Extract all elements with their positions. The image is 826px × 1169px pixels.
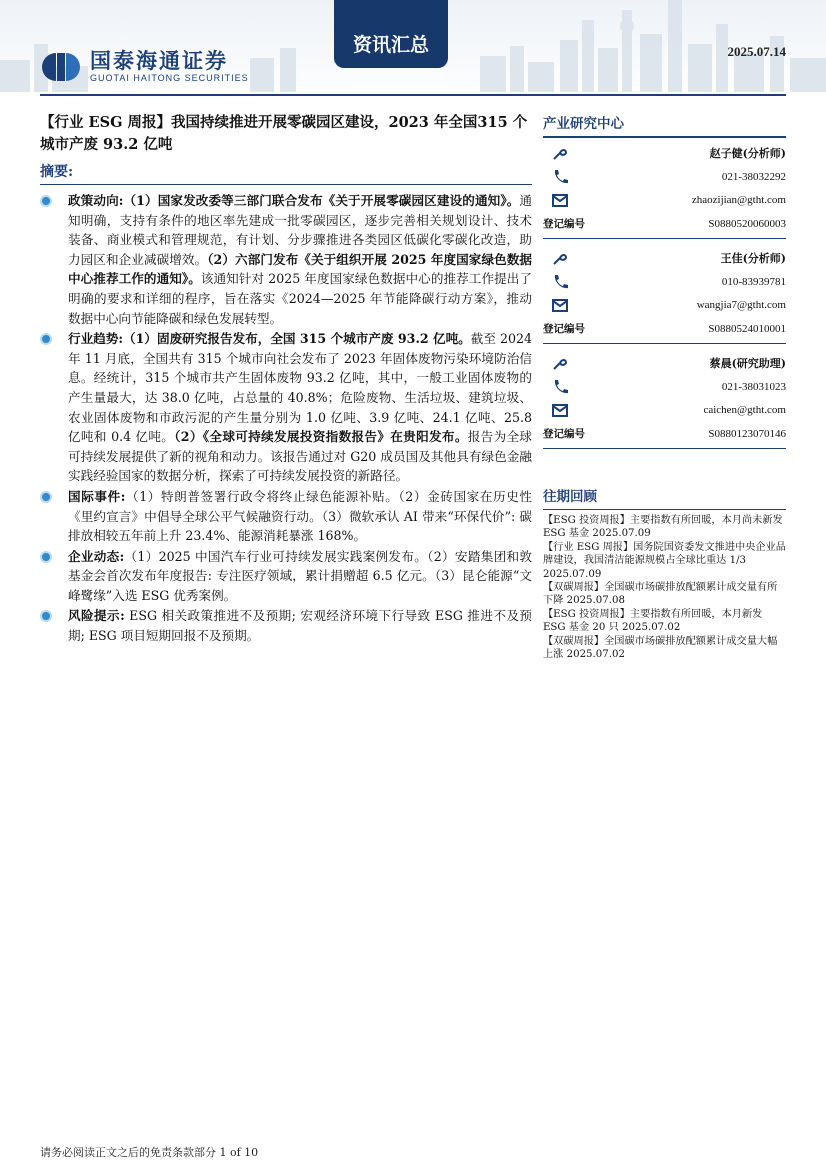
paragraph-heading: 行业趋势:（1）固废研究报告发布，全国 315 个城市产废 93.2 亿吨。 xyxy=(68,331,471,347)
sidebar xyxy=(543,112,786,661)
sidebar-divider xyxy=(543,509,786,511)
abstract-label: 摘要: xyxy=(40,164,74,180)
research-center-title: 产业研究中心 xyxy=(543,116,624,132)
report-type-tab: 资讯汇总 xyxy=(334,0,448,68)
past-report-link[interactable]: 【行业 ESG 周报】国务院国资委发文推进中央企业品牌建设，我国清洁能源规模占全球比重达 1/3 2025.07.09 xyxy=(543,541,786,580)
abstract-divider xyxy=(40,184,532,185)
analyst-phone: 021-38032292 xyxy=(721,170,786,183)
phone-icon xyxy=(551,168,569,186)
paragraph-subheading: （2）六部门发布《关于组织开展 2025 年度国家绿色数据中心推荐工作的通知》。 xyxy=(68,251,532,287)
registration-number: S0880520060003 xyxy=(708,217,786,230)
paragraph-text: 通知明确，支持有条件的地区率先建成一批零碳园区，逐步完善相关规划设计、技术装备、商业模式和管理规范，有计划、分步骤推进各类园区低碳化零碳化改造，助力园区和企业减碳增效。 xyxy=(68,193,532,267)
abstract-paragraph-policy xyxy=(40,191,532,328)
past-report-link[interactable]: 【双碳周报】全国碳市场碳排放配额累计成交量有所下降 2025.07.08 xyxy=(543,582,778,607)
paragraph-heading: 政策动向:（1）国家发改委等三部门联合发布《关于开展零碳园区建设的通知》。 xyxy=(68,193,520,208)
past-reports-section xyxy=(543,485,786,662)
email-icon xyxy=(551,401,569,419)
pen-icon xyxy=(551,354,569,372)
paragraph-text: 报告为全球可持续发展提供了新的视角和动力。该报告通过对 G20 成员国及其他具有绿色金融实践经验国家的数据分析，探索了可持续发展投资的新路径。 xyxy=(68,429,533,484)
past-report-link[interactable]: 【双碳周报】全国碳市场碳排放配额累计成交量大幅上涨 2025.07.02 xyxy=(543,635,778,661)
analyst-phone: 010-83939781 xyxy=(721,275,786,288)
bullet-icon xyxy=(40,551,52,563)
company-logo xyxy=(40,50,249,84)
bullet-icon xyxy=(40,491,52,503)
report-date: 2025.07.14 xyxy=(727,44,786,59)
header-divider xyxy=(40,94,786,96)
paragraph-text: （1）特朗普签署行政令将终止绿色能源补贴。（2）金砖国家在历史性《里约宣言》中倡导全球公平气候融资行动。（3）微软承认 AI 带来“环保代价”: 碳排放相较五年前上升 23.4%、能源消耗暴涨 168%。 xyxy=(68,488,532,544)
paragraph-text: 该通知针对 2025 年度国家绿色数据中心的推荐工作提出了明确的要求和详细的程序，旨在落实《2024—2025 年节能降碳行动方案》，推动数据中心向节能降碳和绿色发展转型。 xyxy=(68,271,532,326)
analyst-card xyxy=(543,352,786,449)
analyst-name: 赵子健(分析师) xyxy=(709,147,786,161)
abstract-paragraph-international xyxy=(40,487,532,546)
bullet-icon xyxy=(40,333,52,345)
analyst-email[interactable]: caichen@gtht.com xyxy=(703,404,786,417)
paragraph-heading: 国际事件: xyxy=(68,488,126,504)
abstract-paragraph-corporate xyxy=(40,547,532,606)
past-reports-title: 往期回顾 xyxy=(543,488,597,505)
analyst-card xyxy=(543,247,786,344)
abstract-paragraph-risk xyxy=(40,606,532,645)
report-title: 【行业 ESG 周报】我国持续推进开展零碳园区建设，2023 年全国315 个城市产废 93.2 亿吨 xyxy=(40,114,528,153)
bullet-icon xyxy=(40,195,52,207)
paragraph-text: ESG 相关政策推进不及预期; 宏观经济环境下行导致 ESG 推进不及预期; ESG 项目短期回报不及预期。 xyxy=(68,608,532,644)
registration-label: 登记编号 xyxy=(543,323,585,336)
main-content xyxy=(40,112,532,647)
past-report-link[interactable]: 【ESG 投资周报】主要指数有所回暖，本月新发 ESG 基金 20 只 2025.07.02 xyxy=(543,608,763,634)
paragraph-subheading: （2）《全球可持续发展投资指数报告》在贵阳发布。 xyxy=(174,429,468,445)
analyst-email[interactable]: wangjia7@gtht.com xyxy=(696,299,786,312)
logo-english-text: GUOTAI HAITONG SECURITIES xyxy=(90,73,249,83)
logo-chinese-text: 国泰海通证券 xyxy=(90,49,228,73)
analyst-name: 蔡晨(研究助理) xyxy=(709,357,786,371)
registration-number: S0880524010001 xyxy=(708,322,786,335)
paragraph-heading: 企业动态: xyxy=(68,548,125,564)
registration-number: S0880123070146 xyxy=(708,427,786,440)
logo-mark-icon xyxy=(40,51,82,83)
analyst-email[interactable]: zhaozijian@gtht.com xyxy=(691,194,786,207)
sidebar-divider xyxy=(543,136,786,138)
abstract-paragraph-trend xyxy=(40,329,532,486)
analyst-name: 王佳(分析师) xyxy=(720,252,786,266)
pen-icon xyxy=(551,144,569,162)
email-icon xyxy=(551,191,569,209)
past-report-link[interactable]: 【ESG 投资周报】主要指数有所回暖，本月尚未新发 ESG 基金 2025.07.09 xyxy=(543,515,783,540)
page-footer: 请务必阅读正文之后的免责条款部分 1 of 10 xyxy=(40,1146,259,1159)
pen-icon xyxy=(551,249,569,267)
phone-icon xyxy=(551,378,569,396)
phone-icon xyxy=(551,273,569,291)
paragraph-heading: 风险提示: xyxy=(68,608,125,624)
paragraph-text: （1）2025 中国汽车行业可持续发展实践案例发布。（2）安踏集团和敦基金会首次发布年度报告: 专注医疗领域，累计捐赠超 6.5 亿元。（3）昆仑能源“文峰鹭缘”入选 ESG 优秀案例。 xyxy=(68,548,532,603)
registration-label: 登记编号 xyxy=(543,428,585,441)
paragraph-text: 截至 2024 年 11 月底，全国共有 315 个城市向社会发布了 2023 年固体废物污染环境防治信息。经统计，315 个城市共产生固体废物 93.2 亿吨，其中，一般工业固体废物的产生量最大，达 38.0 亿吨，占总量的 40.8%；危险废物、生活垃圾、建筑垃圾、农业固体废物和市政污泥的产生量分别为 1.0 亿吨、3.9 亿吨、24.1 亿吨、25.8 亿吨和 0.4 亿吨。 xyxy=(68,331,533,445)
analyst-card xyxy=(543,142,786,239)
registration-label: 登记编号 xyxy=(543,218,585,231)
bullet-icon xyxy=(40,610,52,622)
page-header xyxy=(0,0,826,96)
email-icon xyxy=(551,296,569,314)
analyst-phone: 021-38031023 xyxy=(721,380,786,393)
